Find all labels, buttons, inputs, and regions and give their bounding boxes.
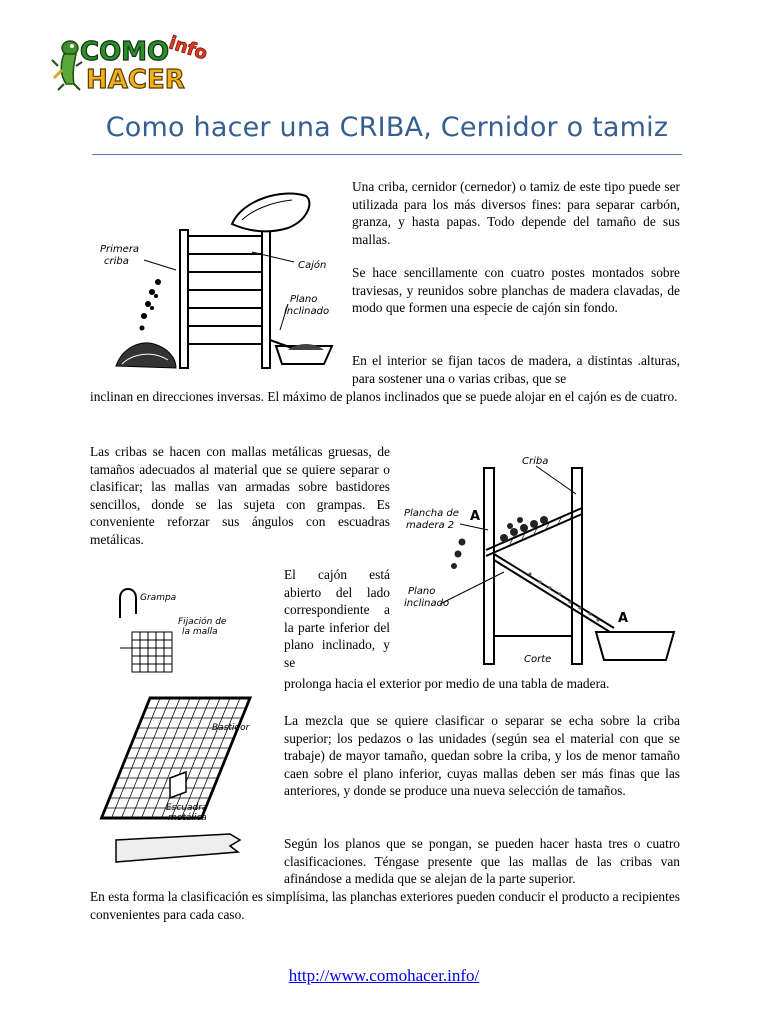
paragraph-mallas: Las cribas se hacen con mallas metálicas gruesas, de tamaños adecuados al material que se quiere separar o clasificar; las mallas van armadas sobre bastidores sencillos, donde se las sujeta con grampas. Es conveniente reforzar sus ángulos con escuadras metálicas.	[90, 444, 390, 547]
label-inclinado-2: inclinado	[404, 598, 450, 609]
page-title: Como hacer una CRIBA, Cernidor o tamiz	[105, 112, 669, 143]
label-bastidor: Bastidor	[212, 723, 250, 733]
logo-badge: info	[166, 32, 210, 65]
label-criba: criba	[104, 256, 129, 267]
footer	[0, 966, 768, 986]
paragraph-cajon-b: prolonga hacia el exterior por medio de una tabla de madera.	[284, 676, 610, 691]
paragraph-mezcla: La mezcla que se quiere clasificar o separar se echa sobre la criba superior; los pedazos o las unidades (según sea el material con que se trabaje) de mayor tamaño, quedan sobre la criba, y los de menor tamaño caen sobre el plano inferior, cuyas mallas deben ser más finas que las anteriores, y donde se produce una nueva selección de tamaños.	[284, 713, 680, 799]
figure-criba-section	[400, 446, 682, 668]
paragraph-intro: Una criba, cernidor (cernedor) o tamiz de este tipo puede ser utilizada para los más diversos fines: para separar carbón, granza, y hasta papas. Todo depende del tamaño de sus mallas.	[352, 179, 680, 247]
label-plano: Plano	[290, 294, 318, 305]
figure-criba-box	[92, 180, 340, 376]
logo-line1: COMO	[80, 37, 170, 67]
label-metalica: metálica	[168, 813, 207, 823]
paragraph-planos-a: Según los planos que se pongan, se pueden hacer hasta tres o cuatro clasificaciones. Téngase presente que las mallas de las cribas van afinándose a medida que se alejan de la parte superior.	[284, 836, 680, 887]
lizard-mascot-icon	[52, 41, 82, 90]
label-corte: Corte	[524, 654, 552, 665]
label-grampa: Grampa	[140, 593, 177, 603]
logo-line2: HACER	[86, 65, 185, 95]
paragraph-construction: Se hace sencillamente con cuatro postes montados sobre traviesas, y reunidos sobre planchas de madera clavadas, de modo que formen una especie de cajón sin fondo.	[352, 265, 680, 316]
paragraph-cajon-a: El cajón está abierto del lado correspondiente a la parte inferior del plano inclinado, y se	[284, 567, 390, 670]
label-fijacion: Fijación de	[178, 617, 227, 627]
label-inclinado: inclinado	[284, 306, 330, 317]
figure-bastidor	[90, 578, 280, 898]
label-malla: la malla	[182, 627, 218, 637]
paragraph-interior-b: inclinan en direcciones inversas. El máximo de planos inclinados que se puede alojar en el cajón es de cuatro.	[90, 389, 678, 404]
label-plano-2: Plano	[408, 586, 436, 597]
paragraph-planos-b: En esta forma la clasificación es simplísima, las planchas exteriores pueden conducir el producto a recipientes convenientes para cada caso.	[90, 889, 680, 922]
label-criba-2: Criba	[522, 456, 549, 467]
title-divider	[92, 154, 682, 155]
footer-link[interactable]: http://www.comohacer.info/	[288, 966, 480, 985]
label-cajon: Cajón	[298, 260, 327, 271]
paragraph-interior-a: En el interior se fijan tacos de madera, a distintas .alturas, para sostener una o varias cribas, que se	[352, 353, 680, 386]
label-escuadra: Escuadra	[166, 803, 208, 813]
label-plancha: Plancha de	[404, 508, 459, 519]
label-a-2: A	[618, 611, 629, 626]
label-a-1: A	[470, 509, 481, 524]
label-madera: madera 2	[406, 520, 455, 531]
label-primera: Primera	[100, 244, 140, 255]
site-logo[interactable]	[48, 30, 228, 96]
